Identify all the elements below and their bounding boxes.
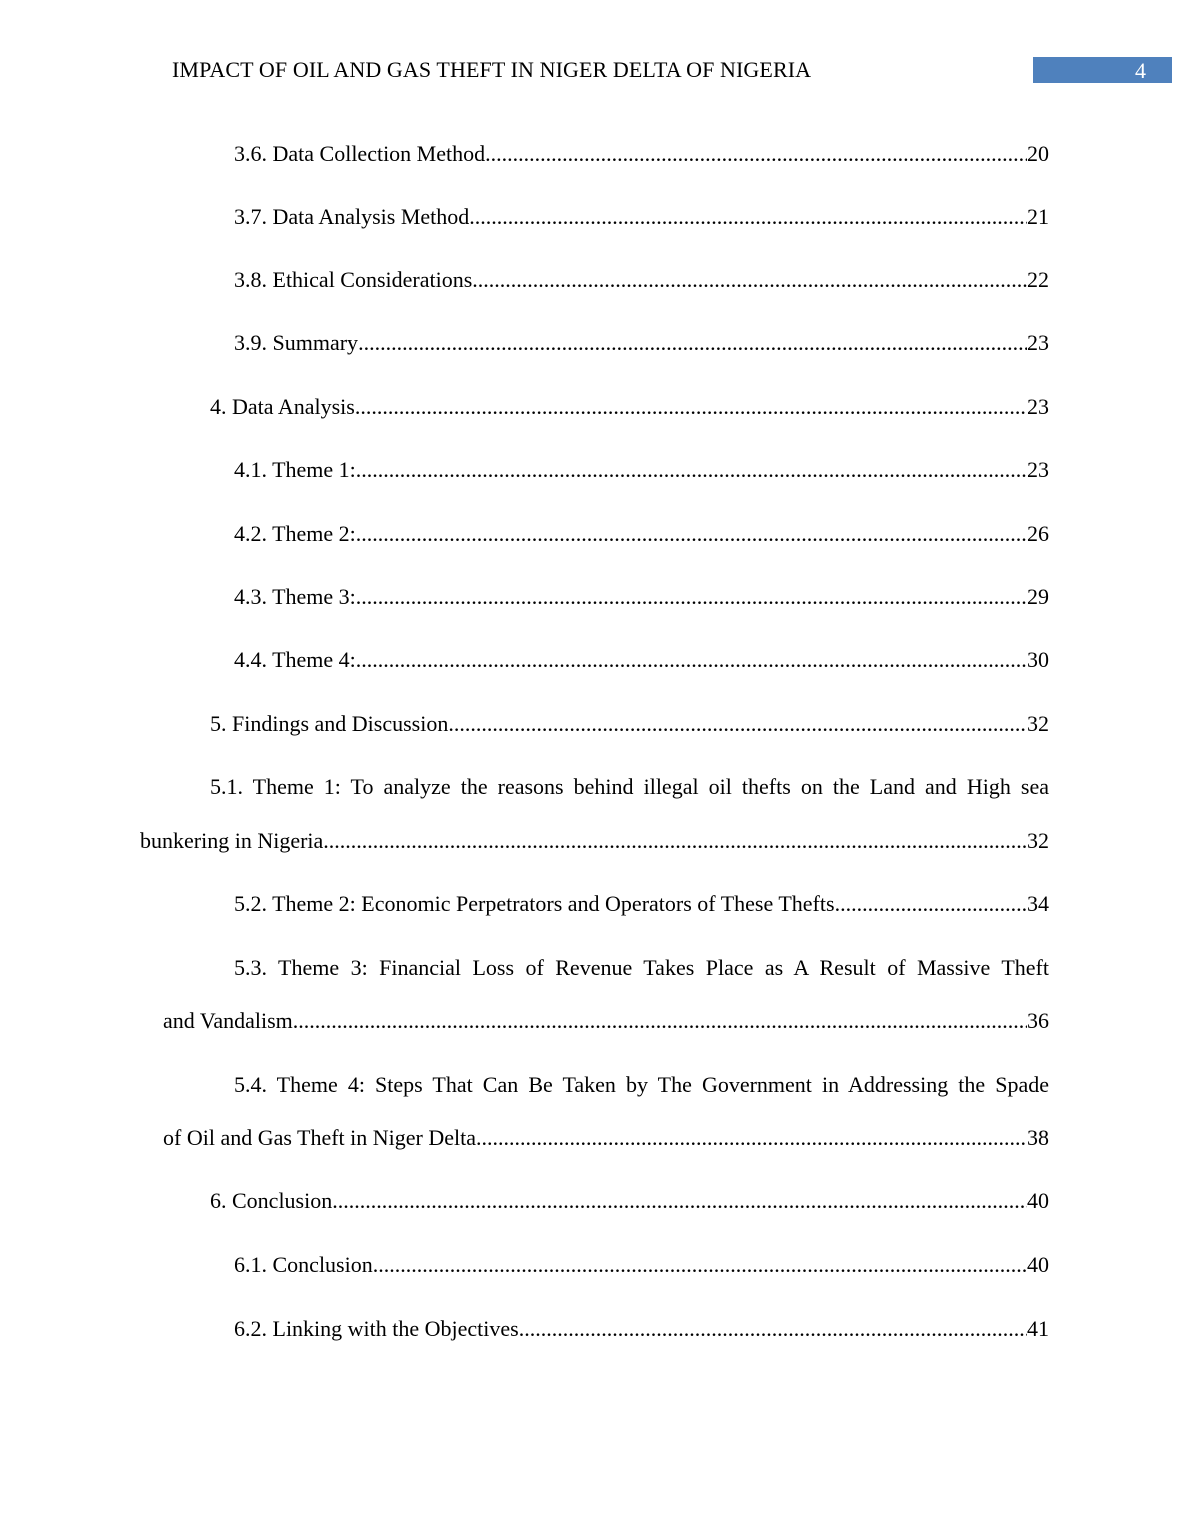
toc-entry-page: 23 (1027, 330, 1049, 355)
toc-entry-5[interactable] (210, 711, 1049, 737)
toc-entry-page: 32 (1027, 711, 1049, 736)
toc-entry-page: 21 (1027, 204, 1049, 229)
toc-entry-label: 5.2. Theme 2: Economic Perpetrators and Operators of These Thefts (234, 891, 835, 916)
toc-entry-3-8[interactable] (234, 267, 1049, 293)
toc-leader-dots (472, 267, 1027, 293)
toc-entry-page: 41 (1027, 1316, 1049, 1341)
toc-entry-4[interactable] (210, 394, 1049, 420)
toc-leader-dots (356, 457, 1027, 483)
toc-entry-label: 3.6. Data Collection Method (234, 141, 486, 166)
running-header-title: IMPACT OF OIL AND GAS THEFT IN NIGER DELTA OF NIGERIA (172, 57, 812, 82)
toc-leader-dots (293, 1008, 1027, 1034)
toc-entry-label-line2: bunkering in Nigeria (140, 828, 324, 853)
toc-entry-page: 20 (1027, 141, 1049, 166)
toc-entry-label: 4.1. Theme 1: (234, 457, 356, 482)
toc-entry-label: 3.9. Summary (234, 330, 359, 355)
toc-entry-3-6[interactable] (234, 141, 1049, 167)
toc-leader-dots (323, 828, 1027, 854)
toc-leader-dots (469, 204, 1027, 230)
toc-leader-dots (332, 1188, 1027, 1214)
toc-leader-dots (356, 584, 1027, 610)
toc-entry-label: 6.1. Conclusion (234, 1252, 373, 1277)
toc-entry-4-1[interactable] (234, 457, 1049, 483)
toc-leader-dots (476, 1125, 1027, 1151)
toc-entry-line2 (163, 1125, 1049, 1151)
toc-leader-dots (356, 647, 1027, 673)
toc-entry-page: 32 (1027, 828, 1049, 853)
toc-entry-4-2[interactable] (234, 521, 1049, 547)
page-number-badge: 4 (1033, 57, 1172, 83)
toc-entry-page: 30 (1027, 647, 1049, 672)
toc-entry-page: 40 (1027, 1252, 1049, 1277)
toc-entry-label: 6. Conclusion (210, 1188, 333, 1213)
toc-leader-dots (835, 891, 1027, 917)
toc-entry-3-7[interactable] (234, 204, 1049, 230)
toc-entry-line2 (140, 828, 1049, 854)
toc-entry-label: 4. Data Analysis (210, 394, 355, 419)
toc-entry-6-2[interactable] (234, 1316, 1049, 1342)
toc-entry-page: 29 (1027, 584, 1049, 609)
toc-entry-page: 23 (1027, 457, 1049, 482)
toc-entry-label: 3.7. Data Analysis Method (234, 204, 470, 229)
toc-leader-dots (355, 394, 1027, 420)
toc-leader-dots (356, 521, 1027, 547)
toc-entry-4-3[interactable] (234, 584, 1049, 610)
toc-entry-page: 23 (1027, 394, 1049, 419)
toc-entry-label-line1: 5.3. Theme 3: Financial Loss of Revenue Takes Place as A Result of Massive Theft (234, 955, 1049, 980)
toc-entry-5-2[interactable] (234, 891, 1049, 917)
toc-entry-label: 5. Findings and Discussion (210, 711, 449, 736)
toc-leader-dots (358, 330, 1027, 356)
toc-entry-page: 40 (1027, 1188, 1049, 1213)
toc-entry-label: 4.4. Theme 4: (234, 647, 356, 672)
toc-leader-dots (485, 141, 1027, 167)
toc-entry-page: 38 (1027, 1125, 1049, 1150)
toc-entry-page: 34 (1027, 891, 1049, 916)
toc-leader-dots (373, 1252, 1027, 1278)
toc-leader-dots (519, 1316, 1027, 1342)
toc-entry-3-9[interactable] (234, 330, 1049, 356)
toc-entry-label: 4.3. Theme 3: (234, 584, 356, 609)
toc-leader-dots (448, 711, 1027, 737)
toc-entry-label-line1: 5.4. Theme 4: Steps That Can Be Taken by The Government in Addressing the Spade (234, 1072, 1049, 1097)
toc-entry-label: 4.2. Theme 2: (234, 521, 356, 546)
toc-entry-label: 3.8. Ethical Considerations (234, 267, 473, 292)
toc-entry-label-line2: of Oil and Gas Theft in Niger Delta (163, 1125, 477, 1150)
toc-entry-6[interactable] (210, 1188, 1049, 1214)
toc-entry-page: 26 (1027, 521, 1049, 546)
toc-entry-label: 6.2. Linking with the Objectives (234, 1316, 519, 1341)
toc-entry-label-line2: and Vandalism (163, 1008, 293, 1033)
toc-entry-line2 (163, 1008, 1049, 1034)
toc-entry-page: 22 (1027, 267, 1049, 292)
toc-entry-4-4[interactable] (234, 647, 1049, 673)
toc-entry-page: 36 (1027, 1008, 1049, 1033)
toc-entry-6-1[interactable] (234, 1252, 1049, 1278)
toc-entry-label-line1: 5.1. Theme 1: To analyze the reasons behind illegal oil thefts on the Land and High sea (210, 774, 1049, 799)
